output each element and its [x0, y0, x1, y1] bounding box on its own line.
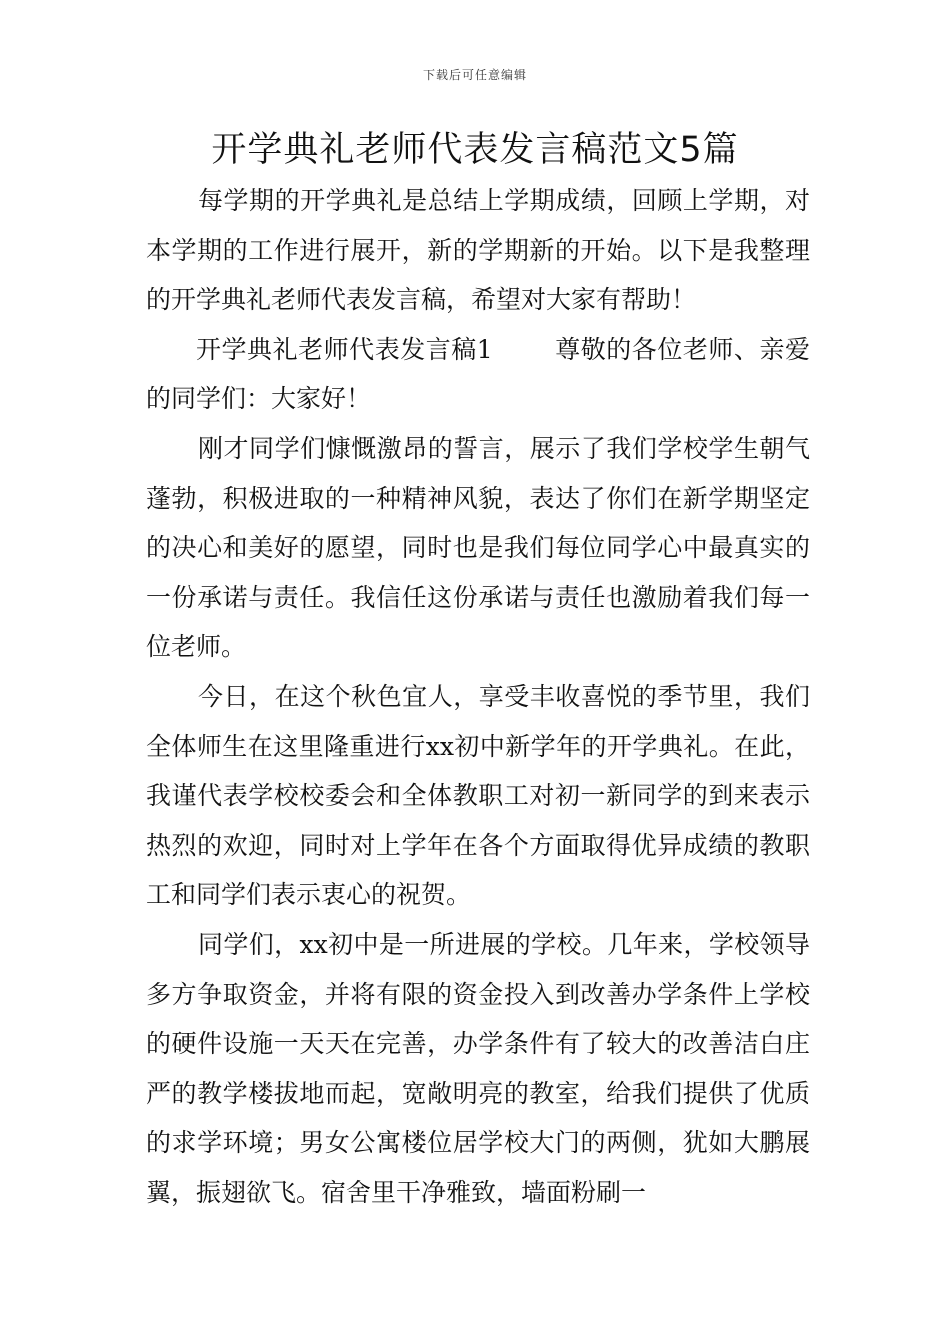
body-paragraph-2: 今日，在这个秋色宜人，享受丰收喜悦的季节里，我们全体师生在这里隆重进行xx初中新学年的开学典礼。在此，我谨代表学校校委会和全体教职工对初一新同学的到来表示热烈的欢迎，同时对上学年在各个方面取得优异成绩的教职工和同学们表示衷心的祝贺。 [146, 681, 810, 910]
section-heading-paragraph [146, 325, 810, 424]
body-paragraph-3: 同学们，xx初中是一所进展的学校。几年来，学校领导多方争取资金，并将有限的资金投入到改善办学条件上学校的硬件设施一天天在完善，办学条件有了较大的改善洁白庄严的教学楼拔地而起，宽敞明亮的教室，给我们提供了优质的求学环境；男女公寓楼位居学校大门的两侧，犹如大鹏展翼，振翅欲飞。宿舍里干净雅致，墙面粉刷一 [146, 929, 810, 1207]
document-body [146, 176, 810, 1217]
intro-paragraph: 每学期的开学典礼是总结上学期成绩，回顾上学期，对本学期的工作进行展开，新的学期新的开始。以下是我整理的开学典礼老师代表发言稿，希望对大家有帮助！ [146, 186, 810, 315]
header-note: 下载后可任意编辑 [422, 68, 527, 82]
document-title: 开学典礼老师代表发言稿范文5篇 [211, 130, 739, 170]
section-heading: 开学典礼老师代表发言稿1 [196, 334, 493, 364]
greeting: 尊敬的各位老师、亲爱的同学们：大家好！ [146, 334, 810, 414]
body-paragraph-1: 刚才同学们慷慨激昂的誓言，展示了我们学校学生朝气蓬勃，积极进取的一种精神风貌，表达了你们在新学期坚定的决心和美好的愿望，同时也是我们每位同学心中最真实的一份承诺与责任。我信任这份承诺与责任也激励着我们每一位老师。 [146, 433, 810, 662]
